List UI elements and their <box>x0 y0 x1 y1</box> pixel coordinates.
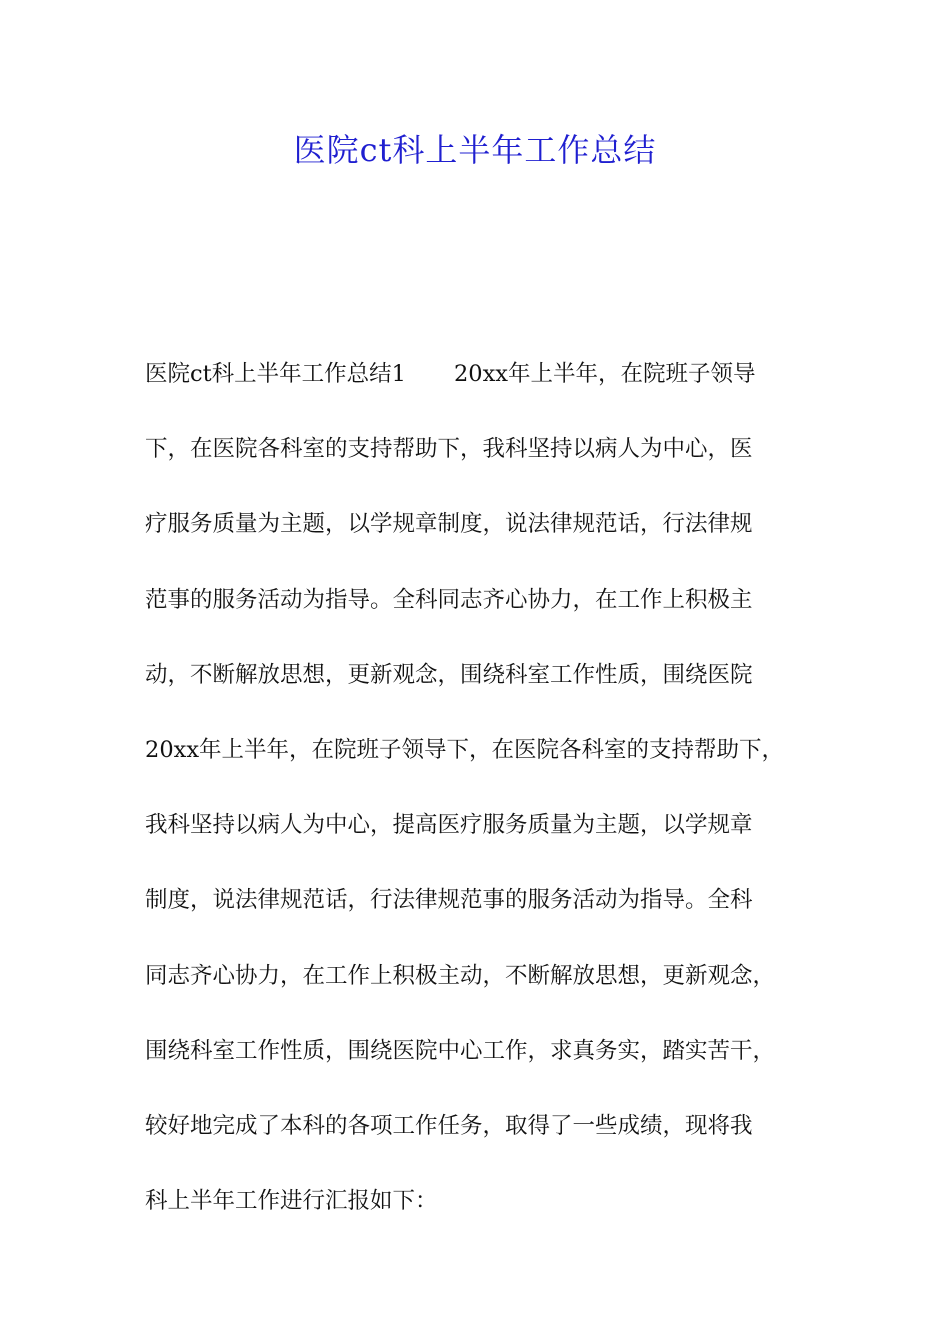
document-body <box>145 337 835 1239</box>
paragraph-line-2: 下，在医院各科室的支持帮助下，我科坚持以病人为中心，医 <box>145 436 753 463</box>
paragraph-line-10: 围绕科室工作性质，围绕医院中心工作，求真务实，踏实苦干， <box>145 1037 776 1064</box>
paragraph-line-9: 同志齐心协力，在工作上积极主动，不断解放思想，更新观念， <box>145 962 776 989</box>
paragraph-line-7: 我科坚持以病人为中心，提高医疗服务质量为主题，以学规章 <box>145 812 753 839</box>
paragraph-line-4: 范事的服务活动为指导。全科同志齐心协力，在工作上积极主 <box>145 586 753 613</box>
paragraph-line-8: 制度，说法律规范话，行法律规范事的服务活动为指导。全科 <box>145 887 753 914</box>
paragraph-line-1 <box>145 337 835 412</box>
paragraph-text: 20xx年上半年，在院班子领导 <box>453 361 756 387</box>
document-title: 医院ct科上半年工作总结 <box>293 131 657 169</box>
section-heading-inline: 医院ct科上半年工作总结1 <box>145 361 406 387</box>
paragraph-line-6: 20xx年上半年，在院班子领导下，在医院各科室的支持帮助下， <box>145 736 785 763</box>
paragraph-line-5: 动，不断解放思想，更新观念，围绕科室工作性质，围绕医院 <box>145 661 753 688</box>
paragraph-line-3: 疗服务质量为主题，以学规章制度，说法律规范话，行法律规 <box>145 511 753 538</box>
paragraph-line-11: 较好地完成了本科的各项工作任务，取得了一些成绩，现将我 <box>145 1112 753 1139</box>
paragraph-line-12: 科上半年工作进行汇报如下： <box>145 1188 438 1215</box>
